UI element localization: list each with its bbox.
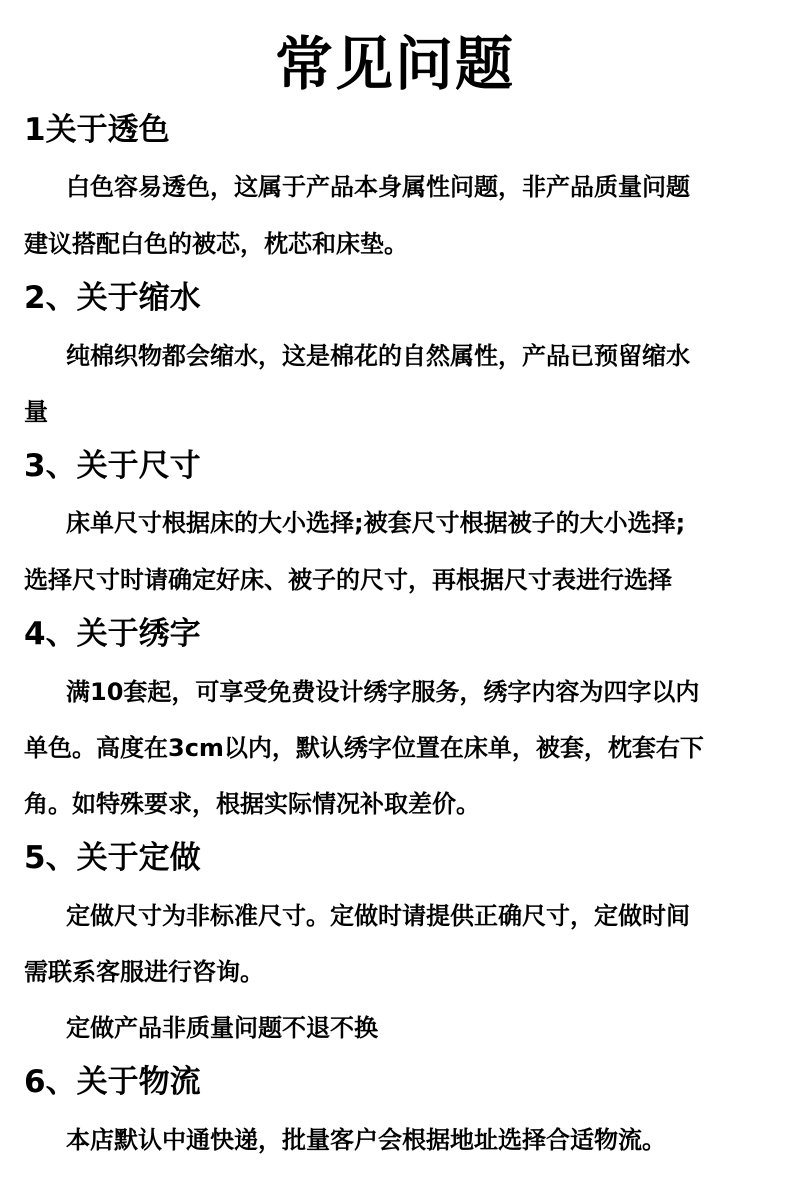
section-heading-transparency: 1关于透色	[24, 112, 170, 148]
section-text-line: 建议搭配白色的被芯，枕芯和床垫。	[24, 230, 408, 258]
page-title: 常见问题	[274, 30, 515, 98]
section-text-line: 选择尺寸时请确定好床、被子的尺寸，再根据尺寸表进行选择	[24, 566, 672, 594]
section-heading-custom: 5、关于定做	[24, 840, 201, 876]
section-text-line: 满10套起，可享受免费设计绣字服务，绣字内容为四字以内	[66, 678, 700, 706]
section-text-line: 床单尺寸根据床的大小选择;被套尺寸根据被子的大小选择;	[66, 509, 686, 537]
section-text-line: 白色容易透色，这属于产品本身属性问题，非产品质量问题	[66, 173, 690, 201]
section-heading-shrinkage: 2、关于缩水	[24, 280, 201, 316]
section-heading-embroidery: 4、关于绣字	[24, 616, 201, 652]
section-text-line: 定做产品非质量问题不退不换	[66, 1014, 378, 1042]
section-text-line: 单色。高度在3cm以内，默认绣字位置在床单，被套，枕套右下	[24, 734, 704, 762]
section-text-line: 纯棉织物都会缩水，这是棉花的自然属性，产品已预留缩水	[66, 342, 690, 370]
section-text-line: 定做尺寸为非标准尺寸。定做时请提供正确尺寸，定做时间	[66, 902, 690, 930]
section-text-line: 本店默认中通快递，批量客户会根据地址选择合适物流。	[66, 1126, 666, 1154]
section-text-line: 角。如特殊要求，根据实际情况补取差价。	[24, 790, 480, 818]
section-text-line: 需联系客服进行咨询。	[24, 958, 264, 986]
section-text-line: 量	[24, 398, 48, 426]
section-heading-size: 3、关于尺寸	[24, 448, 201, 484]
section-heading-logistics: 6、关于物流	[24, 1064, 201, 1100]
